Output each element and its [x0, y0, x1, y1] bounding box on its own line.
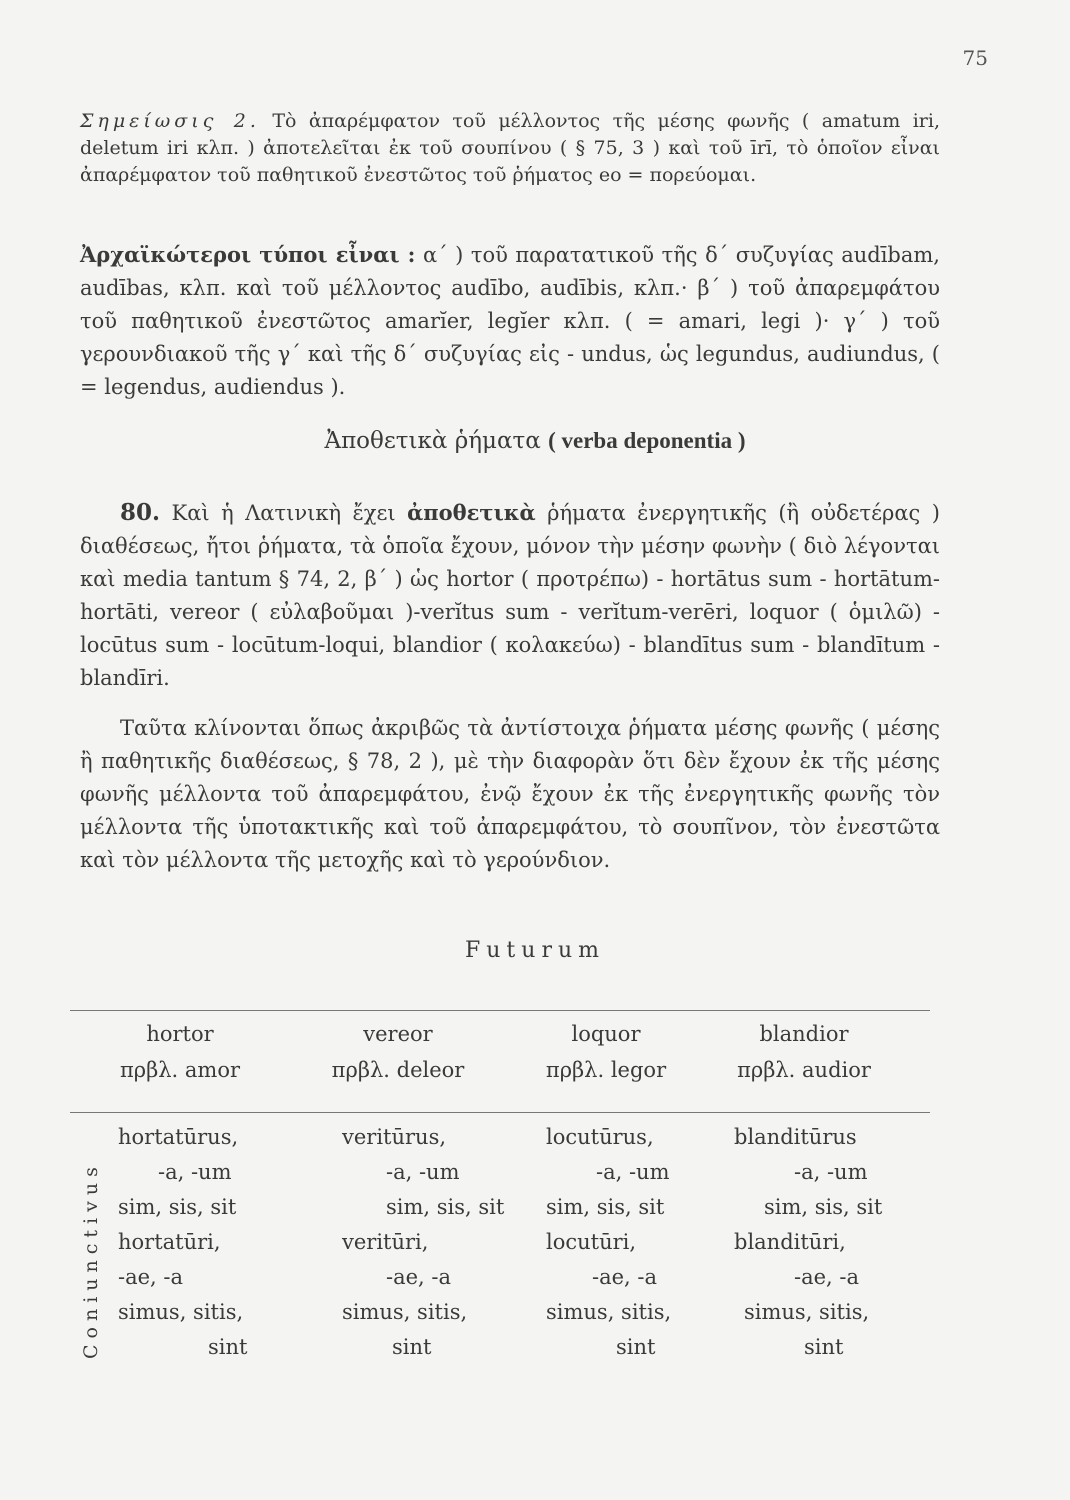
form-cell: sim, sis, sit — [546, 1195, 665, 1219]
table-header-rule — [70, 1112, 930, 1113]
form-cell: -a, -um — [158, 1160, 232, 1184]
form-cell: sint — [392, 1335, 432, 1359]
form-cell: veritūri, — [342, 1230, 429, 1254]
header-loquor — [506, 1016, 706, 1088]
header-verb: hortor — [146, 1022, 214, 1046]
header-hortor — [80, 1016, 280, 1088]
section-heading-latin: ( verba deponentia ) — [548, 428, 746, 453]
form-cell: locutūri, — [546, 1230, 637, 1254]
page-number: 75 — [962, 46, 988, 70]
paragraph-80 — [80, 496, 940, 695]
header-compare: πρβλ. audior — [737, 1058, 871, 1082]
header-verb: vereor — [363, 1022, 433, 1046]
column-loquor — [546, 1120, 756, 1365]
note-text: Τὸ ἀπαρέμφατον τοῦ μέλλοντος τῆς μέσης φωνῆς ( amatum iri, deletum iri κλπ. ) ἀποτελεῖται ἐκ τοῦ σουπίνου ( § 75, 3 ) καὶ τοῦ īrī, τὸ ὁποῖον εἶναι ἀπαρέμφατον τοῦ παθητικοῦ ἐνεστῶτος τοῦ ῥήματος eo = πορεύομαι. — [80, 110, 940, 186]
form-cell: -ae, -a — [794, 1265, 860, 1289]
form-cell: blanditūri, — [734, 1230, 846, 1254]
inflection-text: Ταῦτα κλίνονται ὅπως ἀκριβῶς τὰ ἀντίστοιχα ῥήματα μέσης φωνῆς ( μέσης ἢ παθητικῆς διαθέσεως, § 78, 2 ), μὲ τὴν διαφορὰν ὅτι δὲν ἔχουν ἐκ τῆς μέσης φωνῆς μέλλοντα τοῦ ἀπαρεμφάτου, ἐνῷ ἔχουν ἐκ τῆς ἐνεργητικῆς φωνῆς τὸν μέλλοντα τῆς ὑποτακτικῆς καὶ τοῦ ἀπαρεμφάτου, τὸ σουπῖνον, τὸν ἐνεστῶτα καὶ τὸν μέλλοντα τῆς μετοχῆς καὶ τὸ γερούνδιον. — [80, 716, 940, 872]
paragraph-80-text-a: Καὶ ἡ Λατινικὴ ἔχει — [171, 501, 396, 525]
note-label: Σημείωσις 2. — [80, 110, 260, 132]
form-cell: simus, sitis, — [342, 1300, 468, 1324]
section-heading-greek: Ἀποθετικὰ ῥήματα — [324, 428, 541, 454]
form-cell: -ae, -a — [118, 1265, 184, 1289]
form-cell: simus, sitis, — [546, 1300, 672, 1324]
form-cell: sint — [208, 1335, 248, 1359]
form-cell: -a, -um — [386, 1160, 460, 1184]
table-header — [80, 1016, 930, 1106]
archaic-text: α΄ ) τοῦ παρατατικοῦ τῆς δ΄ συζυγίας audībam, audības, κλπ. καὶ τοῦ μέλλοντος audībo, audībis, κλπ.· β΄ ) τοῦ ἀπαρεμφάτου τοῦ παθητικοῦ ἐνεστῶτος amarĭer, legĭer κλπ. ( = amari, legi )· γ΄ ) τοῦ γερουνδιακοῦ τῆς γ΄ καὶ τῆς δ΄ συζυγίας εἰς - undus, ὡς legundus, audiundus, ( = legendus, audiendus ). — [80, 243, 940, 399]
archaic-lead: Ἀρχαϊκώτεροι τύποι εἶναι : — [80, 242, 416, 267]
form-cell: sint — [616, 1335, 656, 1359]
header-compare: πρβλ. deleor — [331, 1058, 465, 1082]
column-vereor — [342, 1120, 552, 1365]
archaic-forms-paragraph — [80, 238, 940, 404]
coniunctivus-label: Coniunctivus — [80, 1161, 102, 1359]
form-cell: simus, sitis, — [744, 1300, 870, 1324]
header-verb: blandior — [759, 1022, 849, 1046]
inflection-paragraph — [80, 712, 940, 877]
header-verb: loquor — [571, 1022, 641, 1046]
header-compare: πρβλ. legor — [545, 1058, 667, 1082]
paragraph-80-text-b: ῥήματα ἐνεργητικῆς (ἢ οὐδετέρας ) διαθέσεως, ἤτοι ῥήματα, τὰ ὁποῖα ἔχουν, μόνον τὴν μέσην φωνὴν ( διὸ λέγονται καὶ media tantum § 74, 2, β΄ ) ὡς hortor ( προτρέπω) - hortātus sum - hortātum-hortāti, vereor ( εὐλαβοῦμαι )-verĭtus sum - verĭtum-verēri, loquor ( ὁμιλῶ) - locūtus sum - locūtum-loqui, blandior ( κολακεύω) - blandītus sum - blandītum - blandīri. — [80, 501, 940, 690]
table-top-rule — [70, 1010, 930, 1011]
form-cell: sim, sis, sit — [118, 1195, 237, 1219]
futurum-title: Futurum — [465, 938, 605, 963]
header-compare: πρβλ. amor — [119, 1058, 241, 1082]
form-cell: hortatūri, — [118, 1230, 221, 1254]
paragraph-80-bold-term: ἀποθετικὰ — [407, 500, 536, 525]
form-cell: -a, -um — [596, 1160, 670, 1184]
note-paragraph — [80, 108, 940, 189]
form-cell: blanditūrus — [734, 1125, 857, 1149]
column-hortor — [118, 1120, 328, 1365]
form-cell: -ae, -a — [386, 1265, 452, 1289]
form-cell: simus, sitis, — [118, 1300, 244, 1324]
form-cell: -a, -um — [794, 1160, 868, 1184]
form-cell: veritūrus, — [342, 1125, 447, 1149]
column-blandior — [734, 1120, 944, 1365]
form-cell: sim, sis, sit — [386, 1195, 505, 1219]
paragraph-number: 80. — [120, 499, 161, 526]
header-blandior — [704, 1016, 904, 1088]
form-cell: sint — [804, 1335, 844, 1359]
table-body — [80, 1120, 950, 1400]
form-cell: -ae, -a — [592, 1265, 658, 1289]
form-cell: sim, sis, sit — [764, 1195, 883, 1219]
header-vereor — [298, 1016, 498, 1088]
form-cell: hortatūrus, — [118, 1125, 239, 1149]
form-cell: locutūrus, — [546, 1125, 654, 1149]
section-heading — [0, 428, 1070, 454]
